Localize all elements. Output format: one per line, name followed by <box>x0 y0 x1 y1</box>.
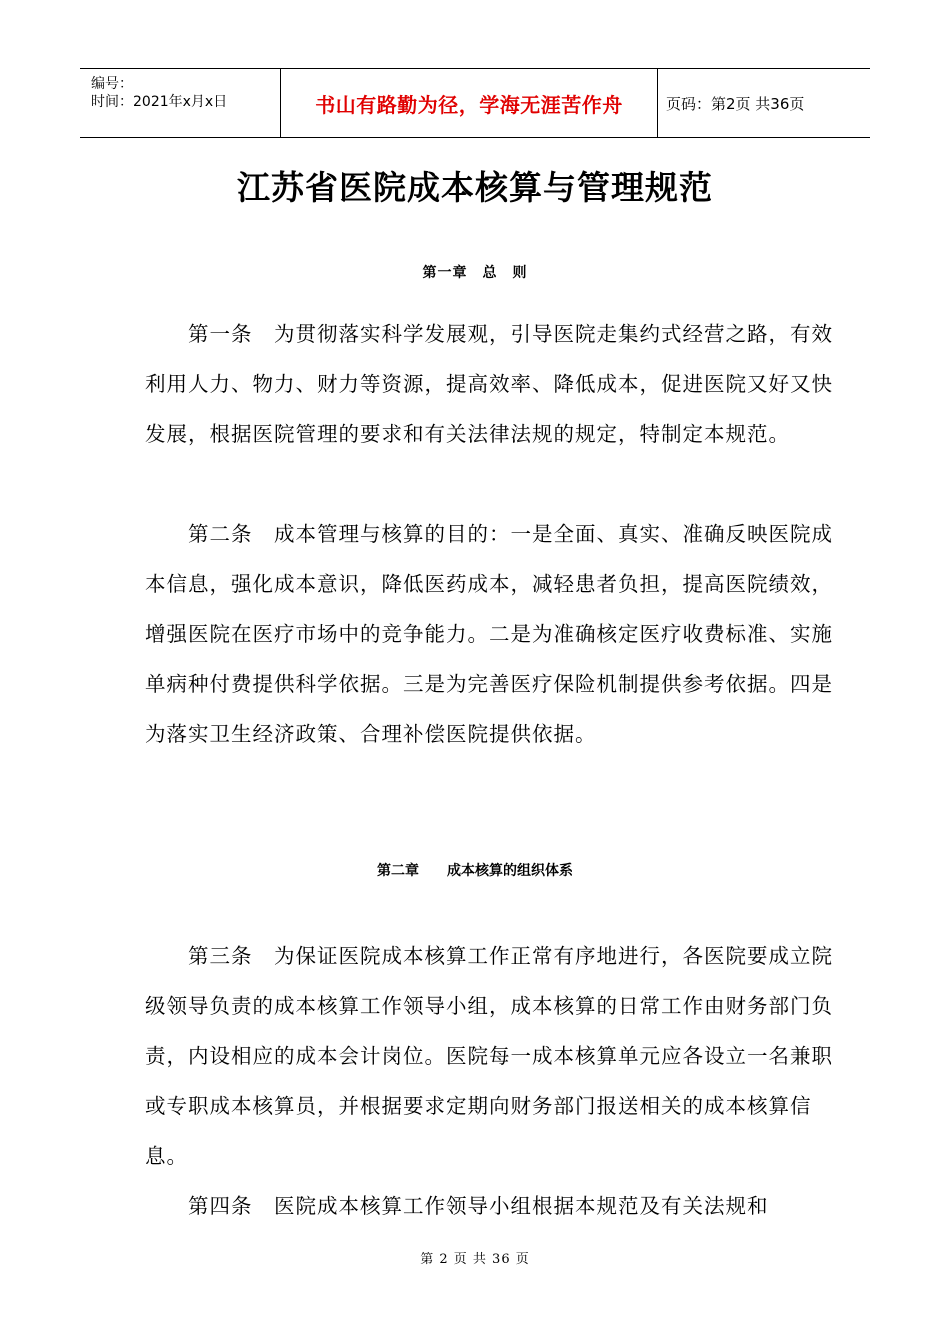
motto-text: 书山有路勤为径，学海无涯苦作舟 <box>315 92 623 117</box>
document-title: 江苏省医院成本核算与管理规范 <box>237 168 713 207</box>
header-meta-cell <box>80 69 281 137</box>
article-2: 第二条 成本管理与核算的目的：一是全面、真实、准确反映医院成本信息，强化成本意识，降低医药成本，减轻患者负担，提高医院绩效，增强医院在医疗市场中的竞争能力。二是为准确核定医疗收费标准、实施单病种付费提供科学依据。三是为完善医疗保险机制提供参考依据。四是为落实卫生经济政策、合理补偿医院提供依据。 <box>145 522 833 746</box>
header-table <box>80 68 870 138</box>
article-3: 第三条 为保证医院成本核算工作正常有序地进行，各医院要成立院级领导负责的成本核算工作领导小组，成本核算的日常工作由财务部门负责，内设相应的成本会计岗位。医院每一成本核算单元应各设立一名兼职或专职成本核算员，并根据要求定期向财务部门报送相关的成本核算信息。 <box>145 944 833 1168</box>
page-info: 页码：第2页 共36页 <box>666 94 805 113</box>
header-motto-cell <box>281 69 658 137</box>
article-4: 第四条 医院成本核算工作领导小组根据本规范及有关法规和 <box>188 1194 769 1218</box>
page-footer: 第 2 页 共 36 页 <box>420 1252 530 1267</box>
header-page-cell <box>658 69 870 137</box>
article-1: 第一条 为贯彻落实科学发展观，引导医院走集约式经营之路，有效利用人力、物力、财力等资源，提高效率、降低成本，促进医院又好又快发展，根据医院管理的要求和有关法律法规的规定，特制定本规范。 <box>145 322 833 446</box>
date-line: 时间：2021年x月x日 <box>91 94 228 110</box>
chapter-heading-1: 第一章 总 则 <box>422 265 528 281</box>
chapter-heading-2: 第二章 成本核算的组织体系 <box>377 863 573 879</box>
number-label: 编号： <box>91 76 133 92</box>
